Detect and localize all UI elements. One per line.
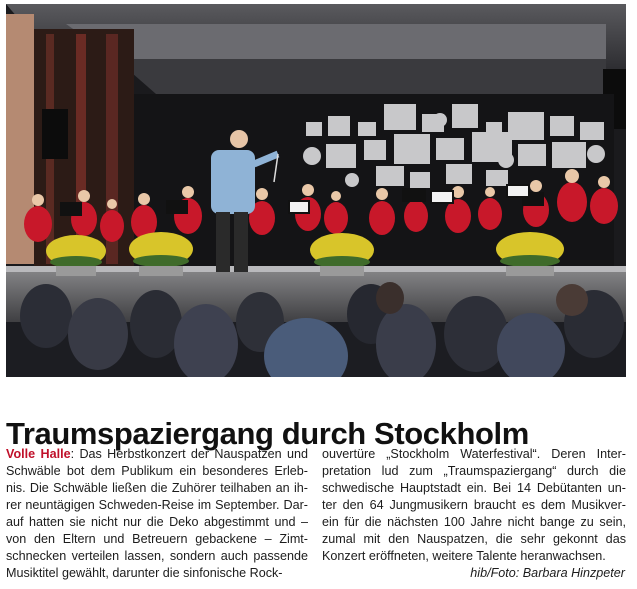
body-text: : Das Herbstkonzert der Nauspatzen und xyxy=(70,447,308,461)
body-line: Konzert eröffneten, weitere Talente heranwachsen. xyxy=(322,549,606,563)
body-line: Schwäble bot dem Publikum ein besonderes Erleb- xyxy=(6,464,308,478)
body-line: zumal mit den Nauspatzen, die sehr gekonnt das xyxy=(322,532,626,546)
body-line xyxy=(6,446,308,463)
kicker: Volle Halle xyxy=(6,447,71,461)
body-line: schnecken verteilen lassen, sondern auch passende xyxy=(6,549,308,563)
body-line: von den Eltern und Betreuern gebackene – Zimt- xyxy=(6,532,308,546)
body-line: nis. Die Schwäble ließen die Zuhörer teilhaben an ih- xyxy=(6,481,308,495)
body-line: rer neuntägigen Schweden-Reise im September. Dar- xyxy=(6,498,308,512)
body-line: ter den 64 Jungmusikern braucht es dem Musikver- xyxy=(322,498,626,512)
body-line: Musiktitel gewählt, darunter die sinfonische Rock- xyxy=(6,566,283,580)
photo-credit: hib/Foto: Barbara Hinzpeter xyxy=(470,566,625,580)
body-column-2 xyxy=(322,446,626,565)
headline: Traumspaziergang durch Stockholm xyxy=(6,415,529,451)
body-line: auf hatten sie nicht nur die Deko abgestimmt und – xyxy=(6,515,308,529)
body-column-1 xyxy=(6,446,308,582)
body-line: ouvertüre „Stockholm Waterfestival“. Deren Inter- xyxy=(322,447,626,461)
body-line: schwedische Hauptstadt ein. Bei 14 Debütanten un- xyxy=(322,481,626,495)
body-line: pretation lud zum „Traumspaziergang“ durch die xyxy=(322,464,626,478)
body-line: ein für die nächsten 100 Jahre nicht bange zu sein, xyxy=(322,515,626,529)
concert-photo xyxy=(6,4,626,377)
